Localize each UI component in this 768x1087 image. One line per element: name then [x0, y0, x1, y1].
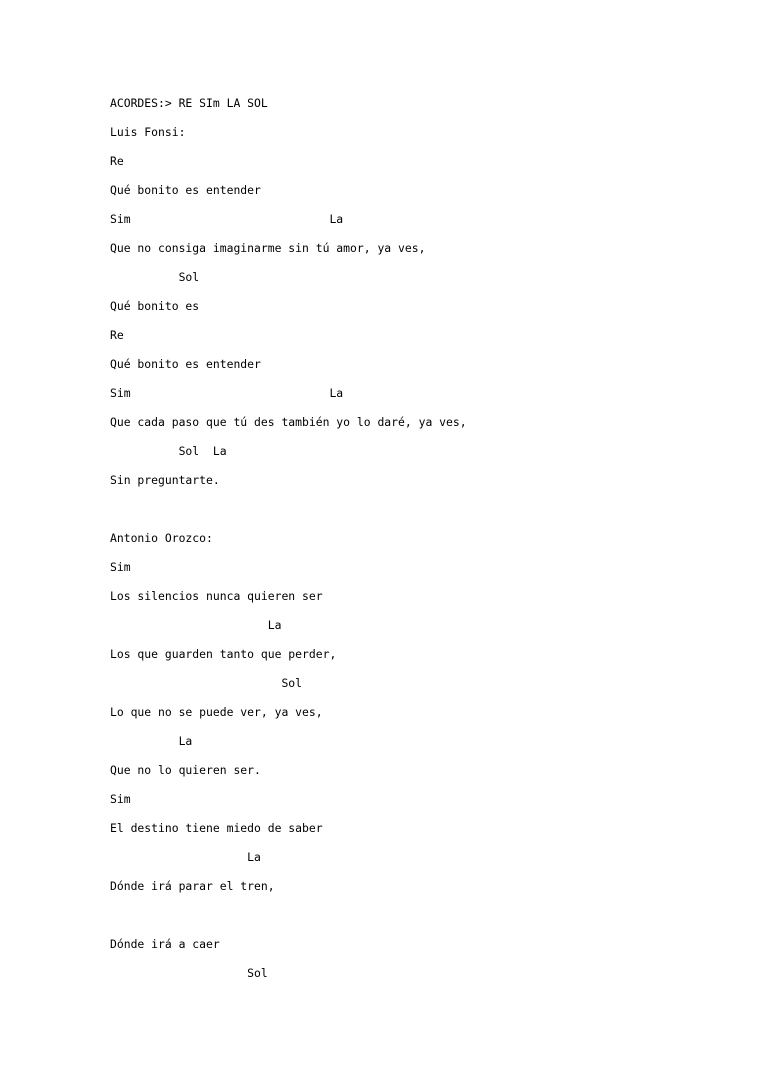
lyric-line: Qué bonito es entender	[110, 357, 261, 371]
chord-line: La	[110, 618, 282, 632]
blank-line	[110, 502, 710, 531]
chord-line: Sol	[110, 270, 200, 284]
chord-sheet	[110, 96, 710, 995]
lyric-line: Que no consiga imaginarme sin tú amor, ya ves,	[110, 241, 426, 255]
lyric-line: Los silencios nunca quieren ser	[110, 589, 323, 603]
chord-header: ACORDES:> RE SIm LA SOL	[110, 96, 268, 110]
chord-line: Sim La	[110, 212, 344, 226]
blank-line	[110, 908, 710, 937]
lyric-line: Dónde irá parar el tren,	[110, 879, 275, 893]
lyric-line: El destino tiene miedo de saber	[110, 821, 323, 835]
lyric-line: Los que guarden tanto que perder,	[110, 647, 337, 661]
chord-line: La	[110, 734, 193, 748]
chord-line: Sim	[110, 792, 131, 806]
singer-label: Luis Fonsi:	[110, 125, 186, 139]
chord-line: La	[110, 850, 261, 864]
chord-line: Re	[110, 154, 124, 168]
lyric-line: Qué bonito es	[110, 299, 200, 313]
chord-line: Sim La	[110, 386, 344, 400]
chord-line: Re	[110, 328, 124, 342]
lyric-line: Sin preguntarte.	[110, 473, 220, 487]
lyric-line: Que cada paso que tú des también yo lo daré, ya ves,	[110, 415, 467, 429]
lyric-line: Lo que no se puede ver, ya ves,	[110, 705, 323, 719]
chord-line: Sim	[110, 560, 131, 574]
chord-line: Sol	[110, 676, 303, 690]
chord-line: Sol La	[110, 444, 227, 458]
lyric-line: Que no lo quieren ser.	[110, 763, 261, 777]
singer-label: Antonio Orozco:	[110, 531, 213, 545]
lyric-line: Dónde irá a caer	[110, 937, 220, 951]
lyric-line: Qué bonito es entender	[110, 183, 261, 197]
chord-line: Sol	[110, 966, 268, 980]
